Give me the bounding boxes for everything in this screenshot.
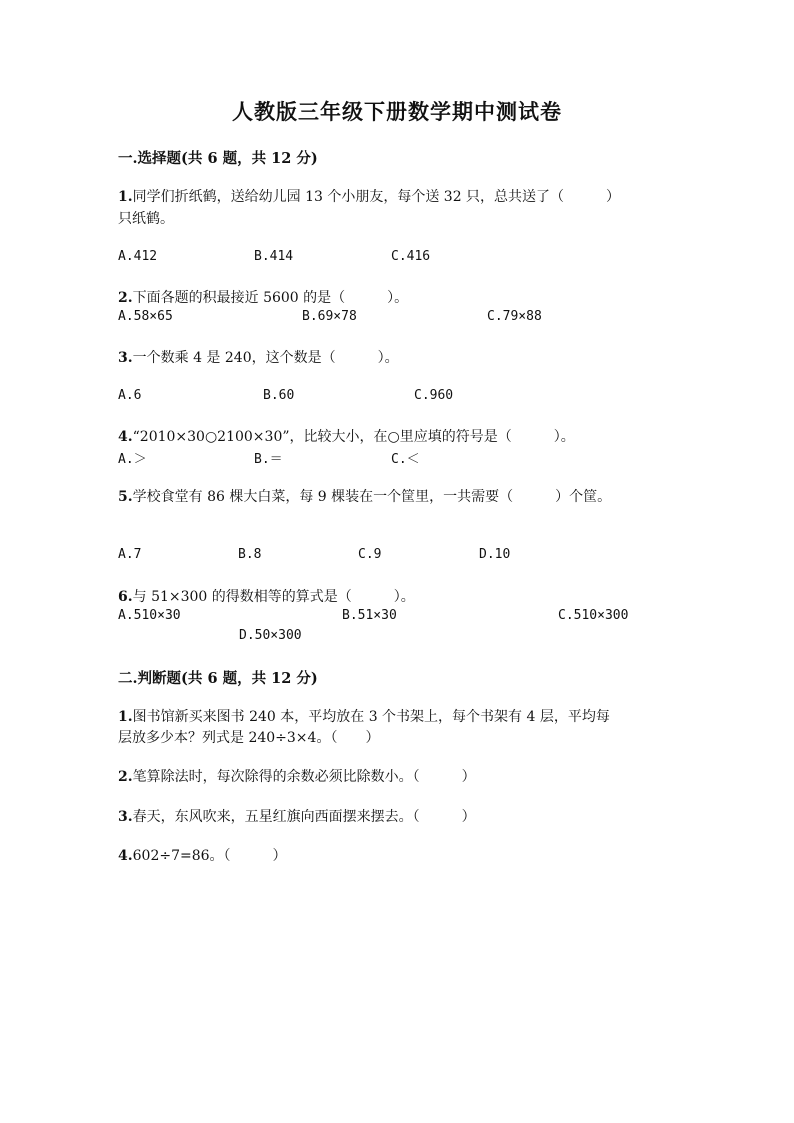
judgment-3 [118, 806, 476, 826]
question-number: 4. [118, 848, 133, 864]
option-a: A.58×65 [118, 309, 173, 324]
judgment-1 [118, 706, 610, 726]
question-1-continued: 只纸鹤。 [118, 211, 174, 227]
question-number: 6. [118, 589, 133, 605]
judgment-2 [118, 766, 476, 786]
option-c: C.9 [358, 547, 382, 562]
option-d: D.50×300 [239, 628, 302, 643]
option-c: C.510×300 [558, 608, 629, 623]
question-text: 笔算除法时，每次除得的余数必须比除数小。（ ） [132, 769, 476, 785]
option-a: A.7 [118, 547, 142, 562]
question-number: 1. [118, 189, 133, 205]
option-a: A.6 [118, 388, 142, 403]
question-6 [118, 586, 415, 606]
option-b: B.51×30 [342, 608, 397, 623]
option-d: D.10 [479, 547, 511, 562]
question-number: 2. [118, 769, 133, 785]
question-text: 同学们折纸鹤，送给幼儿园 13 个小朋友，每个送 32 只，总共送了（ ） [132, 189, 621, 205]
question-text: 一个数乘 4 是 240，这个数是（ ）。 [132, 350, 399, 366]
question-number: 3. [118, 809, 133, 825]
option-a: A.510×30 [118, 608, 181, 623]
question-number: 1. [118, 709, 133, 725]
question-3 [118, 347, 399, 367]
question-text: 602÷7=86。（ ） [132, 848, 287, 864]
question-5 [118, 486, 611, 506]
question-number: 2. [118, 290, 133, 306]
option-a: A.＞ [118, 452, 147, 467]
judgment-4 [118, 845, 287, 865]
question-text: 春天，东风吹来，五星红旗向西面摆来摆去。（ ） [132, 809, 476, 825]
option-c: C.416 [391, 249, 431, 264]
option-b: B.414 [254, 249, 294, 264]
option-c: C.79×88 [487, 309, 542, 324]
option-b: B.8 [238, 547, 262, 562]
section-heading-judgment: 二.判断题(共 6 题，共 12 分) [118, 670, 318, 687]
question-4 [118, 426, 575, 446]
option-b: B.60 [263, 388, 295, 403]
question-text: 学校食堂有 86 棵大白菜，每 9 棵装在一个筐里，一共需要（ ）个筐。 [132, 489, 612, 505]
question-text: 与 51×300 的得数相等的算式是（ ）。 [132, 589, 415, 605]
section-heading-choice: 一.选择题(共 6 题，共 12 分) [118, 150, 318, 167]
option-c: C.960 [414, 388, 454, 403]
question-text: “2010×30○2100×30”，比较大小，在○里应填的符号是（ ）。 [132, 429, 575, 445]
judgment-1-continued: 层放多少本？列式是 240÷3×4。（ ） [118, 730, 380, 746]
option-c: C.＜ [391, 452, 420, 467]
question-text: 下面各题的积最接近 5600 的是（ ）。 [132, 290, 409, 306]
question-2 [118, 287, 408, 307]
question-text: 图书馆新买来图书 240 本，平均放在 3 个书架上，每个书架有 4 层，平均每 [132, 709, 610, 725]
question-number: 5. [118, 489, 133, 505]
question-number: 4. [118, 429, 133, 445]
question-1 [118, 186, 620, 206]
option-a: A.412 [118, 249, 158, 264]
option-b: B.69×78 [302, 309, 357, 324]
question-number: 3. [118, 350, 133, 366]
option-b: B.＝ [254, 452, 283, 467]
page-title: 人教版三年级下册数学期中测试卷 [232, 99, 562, 124]
